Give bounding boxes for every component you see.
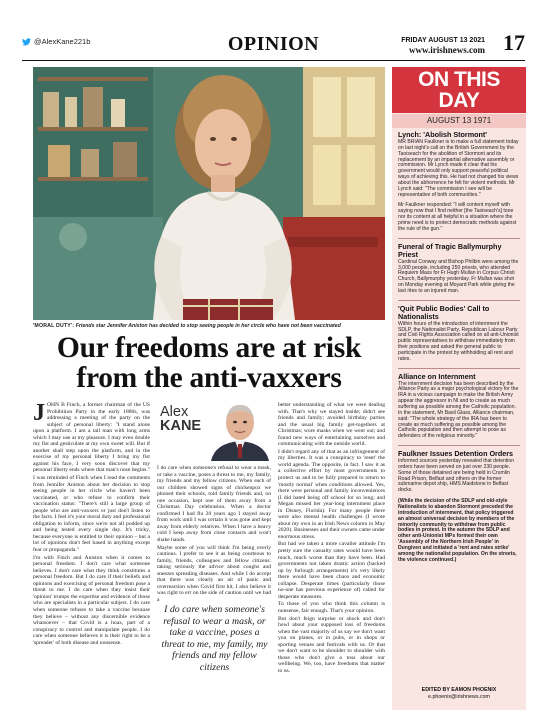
page-header — [0, 0, 547, 62]
page-number: 17 — [503, 30, 525, 55]
caption-label: 'MORAL DUTY': — [33, 323, 75, 329]
article-paragraph: I do care when someone's refusal to wear a mask, or take a vaccine, poses a threat to me, my family, my friends and my fellow citizens. When each of our children showed signs of chickenpox we phoned their schools, told family friends and, on one occasion, kept one of them away from a Christmas Day celebration. When a doctor confirmed I had flu 20 years ago I stayed away from work until I was certain it was gone and kept away from elderly relatives. When I have a heavy cold I keep away from close contacts and won't shake hands. — [157, 465, 271, 544]
story-divider — [398, 300, 520, 301]
issue-date: FRIDAY AUGUST 13 2021 — [401, 37, 485, 44]
story-paragraph: Informed sources yesterday revealed that detention orders have been served on just over 230 people. Some of those detained are being held in Crumlin Road Prison, Belfast and others on the former submarine depot ship, HMS Maidstone in Belfast docks. — [398, 458, 515, 494]
story-paragraph: MR BRIAN Faulkner is to make a full statement today on last night's call on the British Government by the Taoiseach for the abolition of Stormont and its replacement by an impartial alternative assembly or commission. Mr Lynch made it clear that his government would only support peaceful political ways of achieving this. He had not changed his views about the abhorrence he felt for violent methods. Mr Lynch said: "The commission I see will be representative of both communities." — [398, 139, 519, 198]
story-divider — [398, 368, 520, 369]
article-column-1 — [33, 402, 150, 702]
sidebar-story — [398, 131, 520, 233]
site-url[interactable]: www.irishnews.com — [409, 45, 485, 56]
article-paragraph: Maybe some of you will think I'm being overly cautious. I prefer to see it as being courteous to family, friends, colleagues and fellow citizens: taking seriously the advice about coughs and sneezes spreading diseases. And while I do accept that there was clearly an air of panic and overreaction when Covid first hit, I also believe it was right to err on the side of caution until we had a — [157, 544, 271, 603]
lead-photo — [33, 67, 385, 320]
article-paragraph — [33, 402, 150, 474]
twitter-handle-text: @AlexKane221b — [34, 37, 91, 46]
photo-caption — [33, 323, 385, 329]
article-paragraph: But had we taken a more cavalier attitude I'm pretty sure the casualty rates would have been much, much worse than they have been. Had governments not taken drastic action (backed up by furlough arrangements) it's very likely there would have been chaos and economic collapse. Desperate times (particularly those no-one has previous experience of) called for desperate measures. — [278, 541, 385, 600]
on-this-day-sidebar — [392, 67, 526, 710]
story-divider — [398, 238, 520, 239]
issue-date-block — [401, 36, 485, 57]
pull-quote: I do care when someone's refusal to wear a mask, or take a vaccine, poses a threat to me, my family, my friends and my fellow citizens — [161, 604, 268, 673]
story-paragraph: Cardinal Conway and Bishop Philbin were among the 3,000 people, including 250 priests, who attended Requiem Mass for Fr Hugh Mullan in Corpus Christi Church, Ballymurphy yesterday. Fr Mullan was shot on Monday evening at Moyard Park while giving the last rites to an injured man. — [398, 258, 519, 294]
sidebar-story — [398, 305, 520, 363]
article-paragraph: better understanding of what we were dealing with. That's why we stayed inside; didn't see friends and family; avoided birthday parties and the usual big family get-togethers at Christmas; wore masks when we went out; and found new ways of entertaining ourselves and communicating with the outside world. — [278, 402, 385, 448]
story-headline: Lynch: 'Abolish Stormont' — [398, 130, 487, 139]
banner-line-2: DAY — [438, 89, 480, 112]
article-paragraph: I was reminded of Finch when I read the comments from Jennifer Aniston about her decision to stop seeing people in her circle who haven't been vaccinated, or who refuse to confirm their vaccination status: "There's still a large group of people who are anti-vaxxers or just don't listen to the facts. I feel it's your moral duty and professional obligation to inform, since we're not all podded up and being tested every single day. It's tricky, because everyone is entitled to their opinion – but a lot of opinions don't feel based in anything except fear or propaganda." — [33, 475, 150, 554]
section-title: OPINION — [227, 33, 320, 55]
story-paragraph: Within hours of the introduction of internment the SDLP, the Nationalist Party, Republican Labour Party and Civil Rights Association called on all anti-Unionist public representatives to withdraw immediately from their positions and asked the general public to participate in the protest by withholding all rent and rates. — [398, 320, 519, 362]
sidebar-story — [398, 243, 520, 295]
article-paragraph: I didn't regard any of that as an infringement of my liberties. It was a conspiracy to 'reset' the world agenda. The opposite, in fact. I saw it as a collective effort by most governments to protect us and to be fully prepared to return to 'mostly normal' when conditions allowed. Yes, there were personal and family inconveniences (I did hated being off school for so long; and Megan missed her year-long internment place in Disney, Florida). For many people there were also mental health challenges (I wrote about my own in an Irish News column in May 2020). Businesses and their owners came under enormous stress. — [278, 448, 385, 540]
editor-credit — [398, 687, 520, 701]
story-headline: 'Quit Public Bodies' Call to Nationalists — [398, 303, 490, 321]
article-paragraph: To those of you who think this column is nonsense, fair enough. That's your opinion. — [278, 601, 385, 614]
edited-by: EDITED BY EAMON PHOENIX — [421, 687, 497, 693]
author-portrait-image — [207, 399, 273, 461]
sidebar-story — [398, 373, 520, 440]
header-rule — [22, 60, 525, 61]
on-this-day-banner — [392, 67, 526, 113]
article-column-3 — [278, 402, 385, 702]
author-photo — [207, 399, 273, 461]
story-divider — [398, 445, 520, 446]
sidebar-story — [398, 450, 520, 563]
story-editor-note: (While the decision of the SDLP and old-style Nationalists to abandon Stormont preceded the introduction of internment, that policy triggered an almost universal decision by members of the minority community to withdraw from public bodies in protest. In the autumn the SDLP and other anti-Unionist MPs formed their own 'Assembly of the Northern Irish People' in Dungiven and initiated a 'rent and rates strike' among the nationalist population. On the streets, the violence continued.) — [398, 498, 517, 563]
author-last-name: KANE — [160, 418, 202, 434]
author-first-name: Alex — [160, 404, 189, 420]
on-this-day-date: AUGUST 13 1971 — [392, 114, 526, 128]
article-paragraph: But don't feign surprise or shock and don't howl about your supposed loss of freedoms when the vast majority of us say we don't want you on planes, or in pubs, or in shops or sporting venues and festivals with us. Or that we don't want to be shoulder to shoulder with those who don't give a toss about our wellbeing. We, too, have freedoms that matter to us. — [278, 615, 385, 674]
paragraph-text: OHN B Finch, a former chairman of the US Prohibition Party in the early 1880s, was addressing a meeting of the party on the subject of personal liberty: "I stand alone upon a platform. I am a tall man with long arms which I may use at my pleasure. I may even double my fist and gesticulate at my own sweet will. But if another shall step upon the platform, and in the exercise of my personal liberty I bring my fist against his face, I very soon discover that my personal liberty ends where that man's nose begins." — [33, 402, 151, 474]
article-headline: Our freedoms are at risk from the anti-vaxxers — [56, 332, 362, 394]
article-paragraph: I'm with Finch and Aniston when it comes to personal freedom. I don't care what someone believes. I don't care what they think constitutes a personal freedom. But I do care if their beliefs and opinions and exercising of personal freedom pose a threat to me. I do care when they insist their 'opinion' trumps the expertise and evidence of those who are specialists in a particular subject. I do care when someone refuses to take a vaccine because they believe – without any discernible evidence whatsoever – that Covid is a hoax, part of a conspiracy to control and manipulate people. I do care when someone believes it is their right to be a 'spreader' of both disease and nonsense. — [33, 554, 150, 646]
photo-illustration — [33, 67, 385, 320]
editor-email[interactable]: e.phoenix@irishnews.com — [428, 694, 490, 700]
story-paragraph: Mr Faulkner responded: "I will content myself with saying now that I find neither [the Taoiseach's] tone nor its content at all helpful in a situation where the prime need is to protect democratic methods against the rule of the gun." — [398, 202, 517, 232]
story-headline: Funeral of Tragic Ballymurphy Priest — [398, 241, 502, 259]
story-headline: Faulkner Issues Detention Orders — [398, 449, 514, 459]
banner-line-1: ON THIS — [418, 68, 500, 91]
story-headline: Alliance on Internment — [398, 371, 476, 381]
drop-cap: J — [33, 400, 45, 426]
caption-text: Friends star Jennifer Aniston has decided to stop seeing people in her circle who have not been vaccinated — [75, 323, 341, 329]
article-column-2 — [157, 465, 271, 603]
story-paragraph: The internment decision has been described by the Alliance Party as a major psychological victory for the IRA in a vicious campaign to make the British Army appear the aggressor in NI and to create as much suffering as possible among the Catholic population. In the statement, Mr Basil Glass, Alliance chairman, said: "The whole strategy of the IRA has been to create as much suffering as possible among the Catholic population and then attempt to pose as defenders of the religious minority." — [398, 380, 519, 440]
sidebar-stories — [398, 131, 520, 568]
